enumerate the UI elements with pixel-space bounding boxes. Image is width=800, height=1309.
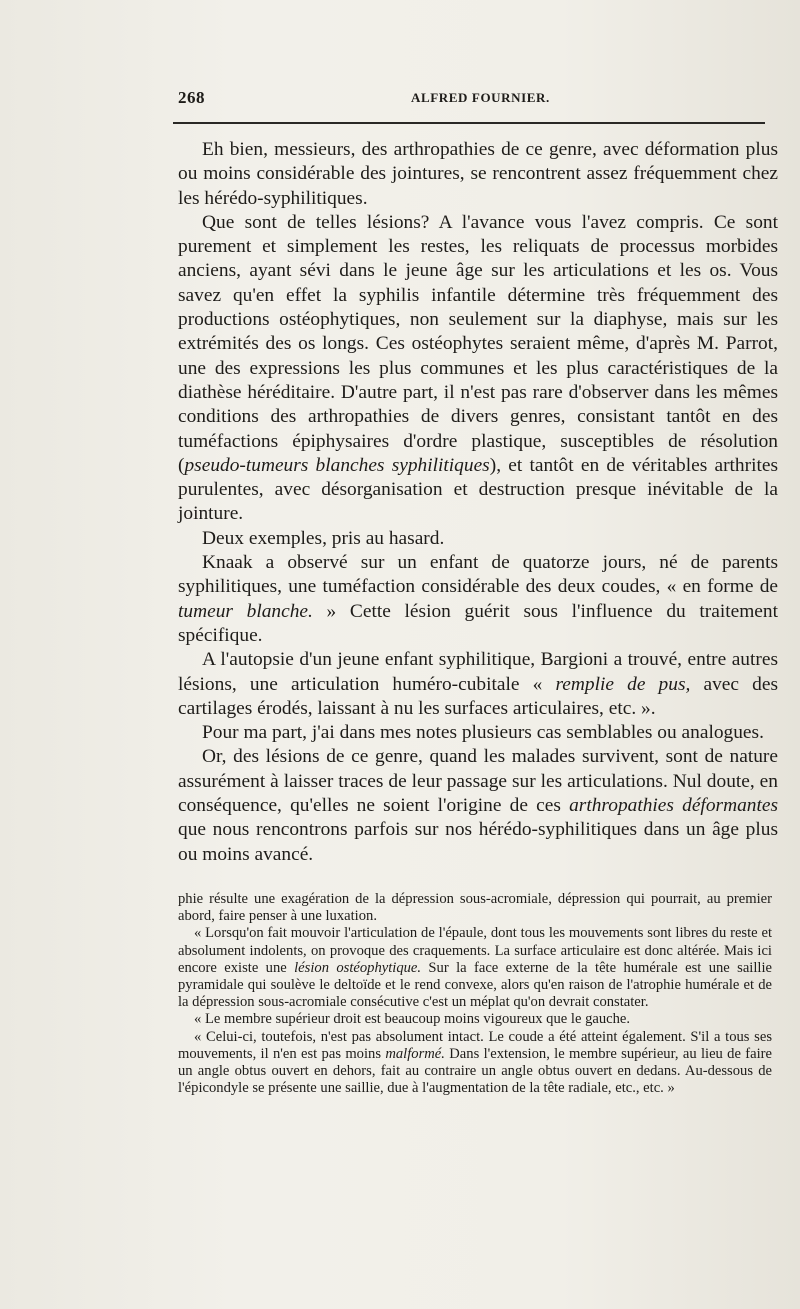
paragraph: Eh bien, messieurs, des arthropathies de ce genre, avec déformation plus ou moins considérable des jointures, se rencontrent assez fréquemment chez les hérédo-syphilitiques.: [178, 139, 778, 209]
page-header: [178, 88, 768, 110]
footnotes: [178, 891, 772, 1097]
footnote-paragraph: phie résulte une exagération de la dépression sous-acromiale, dépression qui pourrait, au premier abord, faire penser à une luxation.: [178, 891, 772, 925]
paragraph: A l'autopsie d'un jeune enfant syphilitique, Bargioni a trouvé, entre autres lésions, une articulation huméro-cubitale « remplie de pus, avec des cartilages érodés, laissant à nu les surfaces articulaires, etc. ».: [178, 649, 779, 719]
paragraph: Knaak a observé sur un enfant de quatorze jours, né de parents syphilitiques, une tuméfaction considérable des deux coudes, « en forme de tumeur blanche. » Cette lésion guérit sous l'influence du traitement spécifique.: [178, 552, 778, 646]
paragraph: Deux exemples, pris au hasard.: [202, 527, 445, 549]
paragraph: Pour ma part, j'ai dans mes notes plusieurs cas semblables ou analogues.: [202, 722, 764, 744]
footnote-paragraph: « Le membre supérieur droit est beaucoup moins vigoureux que le gauche.: [194, 1011, 631, 1028]
running-head: ALFRED FOURNIER.: [411, 90, 550, 105]
page-number: 268: [178, 88, 205, 107]
paragraph: Or, des lésions de ce genre, quand les malades survivent, sont de nature assurément à laisser traces de leur passage sur les articulations. Nul doute, en conséquence, qu'elles ne soient l'origine de ces arthropathies déformantes que nous rencontrons parfois sur nos hérédo-syphilitiques dans un âge plus ou moins avancé.: [178, 746, 778, 865]
footnote-paragraph: « Celui-ci, toutefois, n'est pas absolument intact. Le coude a été atteint également. S'il a tous ses mouvements, il n'en est pas moins malformé. Dans l'extension, le membre supérieur, au lieu de faire un angle obtus ouvert en dehors, fait au contraire un angle obtus ouvert en dedans. Au-dessous de l'épicondyle se présente une saillie, due à l'augmentation de la tête radiale, etc., etc. »: [178, 1028, 772, 1097]
main-text: [178, 138, 778, 867]
footnote-paragraph: « Lorsqu'on fait mouvoir l'articulation de l'épaule, dont tous les mouvements sont libres du reste et absolument indolents, on provoque des craquements. La surface articulaire est donc altérée. Mais ici encore existe une lésion ostéophytique. Sur la face externe de la tête humérale est une saillie pyramidale qui soulève le deltoïde et le rend convexe, alors qu'en raison de l'atrophie humérale et de la dépression sous-acromiale consécutive c'est un méplat qu'on devrait constater.: [178, 925, 772, 1011]
paragraph: Que sont de telles lésions? A l'avance vous l'avez compris. Ce sont purement et simplement les restes, les reliquats de processus morbides anciens, ayant sévi dans le jeune âge sur les articulations et les os. Vous savez qu'en effet la syphilis infantile détermine très fréquemment des productions ostéophytiques, non seulement sur la diaphyse, mais sur les extrémités des os longs. Ces ostéophytes seraient même, d'après M. Parrot, une des expressions les plus communes et les plus caractéristiques de la diathèse héréditaire. D'autre part, il n'est pas rare d'observer dans les mêmes conditions des arthropathies de divers genres, consistant tantôt en des tuméfactions épiphysaires d'ordre plastique, susceptibles de résolution (pseudo-tumeurs blanches syphilitiques), et tantôt en de véritables arthrites purulentes, avec désorganisation et destruction presque inévitable de la jointure.: [178, 211, 778, 525]
header-rule: [173, 122, 765, 124]
